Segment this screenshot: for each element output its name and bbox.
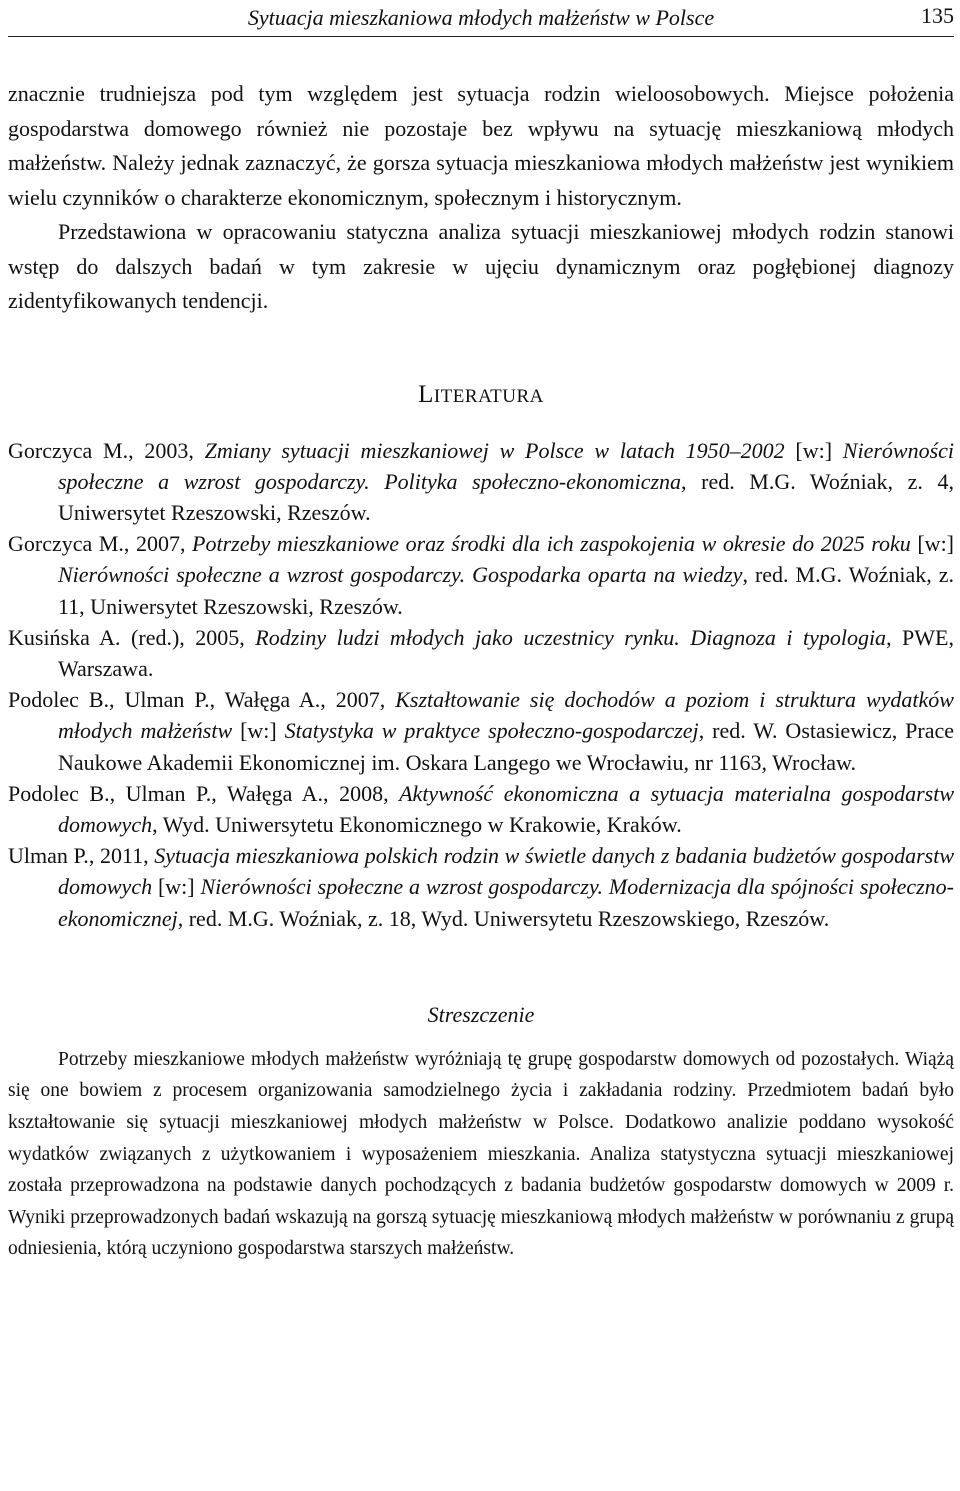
reference-text: , red. M.G. Woźniak, z. 11, Uniwersytet Rzeszowski, Rzeszów. [58, 562, 954, 619]
reference-author: Podolec B., Ulman P., Wałęga A. [8, 780, 324, 806]
literature-heading [8, 381, 954, 409]
literature-heading-rest: ITERATURA [433, 385, 544, 407]
reference-text: , 2007, [123, 531, 193, 557]
reference-text: , red. M.G. Woźniak, z. 18, Wyd. Uniwersytetu Rzeszowskiego, Rzeszów. [177, 905, 830, 931]
reference-author: Ulman P. [8, 843, 89, 869]
reference-text: , Wyd. Uniwersytetu Ekonomicznego w Krakowie, Kraków. [152, 811, 682, 837]
running-header [8, 0, 954, 37]
reference-item [8, 622, 954, 684]
reference-text: [w:] [232, 718, 285, 744]
reference-title: Rodziny ludzi młodych jako uczestnicy rynku. Diagnoza i typologia [255, 624, 887, 650]
reference-source: Nierówności społeczne a wzrost gospodarczy. Gospodarka oparta na wiedzy [58, 562, 743, 588]
reference-title: Zmiany sytuacji mieszkaniowej w Polsce w latach 1950–2002 [204, 437, 785, 463]
reference-item [8, 684, 954, 778]
reference-item [8, 840, 954, 934]
abstract [8, 1044, 954, 1265]
document-page [8, 0, 954, 1265]
abstract-text: Potrzeby mieszkaniowe młodych małżeństw wyróżniają tę grupę gospodarstw domowych od pozostałych. Wiążą się one bowiem z procesem organizowania samodzielnego życia i zakładania rodziny. Przedmiotem badań było kształtowanie się sytuacji mieszkaniowej młodych małżeństw w Polsce. Dodatkowo analizie poddano wysokość wydatków związanych z użytkowaniem i wyposażeniem mieszkania. Analiza statystyczna sytuacji mieszkaniowej została przeprowadzona na podstawie danych pochodzących z badania budżetów gospodarstw domowych w 2009 r. Wyniki przeprowadzonych badań wskazują na gorszą sytuację mieszkaniową młodych małżeństw w porównaniu z grupą odniesienia, którą uczyniono gospodarstwa starszych małżeństw. [8, 1048, 954, 1260]
body-paragraph: Przedstawiona w opracowaniu statyczna analiza sytuacji mieszkaniowej młodych rodzin stanowi wstęp do dalszych badań w tym zakresie w ujęciu dynamicznym oraz pogłębionej diagnozy zidentyfikowanych tendencji. [8, 219, 954, 313]
reference-text: , 2008, [323, 780, 400, 806]
reference-text: , 2011, [88, 843, 155, 869]
reference-text: , red. M.G. Woźniak, z. 4, Uniwersytet Rzeszowski, Rzeszów. [58, 468, 954, 525]
body-text [8, 77, 954, 319]
page-number: 135 [921, 3, 954, 28]
reference-source: Nierówności społeczne a wzrost gospodarczy. Polityka społeczno-ekonomiczna [58, 437, 955, 494]
reference-author: Gorczyca M. [8, 437, 129, 463]
literature-heading-initial: L [418, 380, 434, 408]
reference-title: Aktywność ekonomiczna a sytuacja materialna gospodarstw domowych [58, 780, 955, 837]
reference-item [8, 435, 954, 529]
reference-text: [w:] [910, 531, 955, 557]
body-paragraph: znacznie trudniejsza pod tym względem jest sytuacja rodzin wieloosobowych. Miejsce położenia gospodarstwa domowego również nie pozostaje bez wpływu na sytuację mieszkaniową młodych małżeństw. Należy jednak zaznaczyć, że gorsza sytuacja mieszkaniowa młodych małżeństw jest wynikiem wielu czynników o charakterze ekonomicznym, społecznym i historycznym. [8, 81, 954, 210]
reference-list [8, 435, 954, 934]
reference-text: , PWE, Warszawa. [58, 624, 954, 681]
reference-item [8, 778, 954, 840]
running-title: Sytuacja mieszkaniowa młodych małżeństw w Polsce [247, 5, 715, 30]
reference-title: Kształtowanie się dochodów a poziom i struktura wydatków młodych małżeństw [58, 687, 954, 744]
reference-text: , 2005, [179, 624, 256, 650]
reference-author: Gorczyca M. [8, 531, 124, 557]
reference-source: Statystyka w praktyce społeczno-gospodarczej [284, 718, 699, 744]
reference-title: Sytuacja mieszkaniowa polskich rodzin w świetle danych z badania budżetów gospodarstw domowych [58, 843, 954, 900]
reference-source: Nierówności społeczne a wzrost gospodarczy. Modernizacja dla spójności społeczno-ekonomicznej [58, 874, 954, 931]
reference-text: , 2007, [320, 687, 396, 713]
reference-author: Kusińska A. (red.) [8, 624, 180, 650]
abstract-heading: Streszczenie [427, 1001, 535, 1027]
reference-text: , 2003, [128, 437, 205, 463]
reference-text: [w:] [152, 874, 201, 900]
reference-title: Potrzeby mieszkaniowe oraz środki dla ich zaspokojenia w okresie do 2025 roku [192, 531, 911, 557]
reference-item [8, 528, 954, 622]
reference-author: Podolec B., Ulman P., Wałęga A. [8, 687, 321, 713]
reference-text: [w:] [784, 437, 843, 463]
reference-text: , red. W. Ostasiewicz, Prace Naukowe Akademii Ekonomicznej im. Oskara Langego we Wrocławiu, nr 1163, Wrocław. [58, 718, 955, 775]
